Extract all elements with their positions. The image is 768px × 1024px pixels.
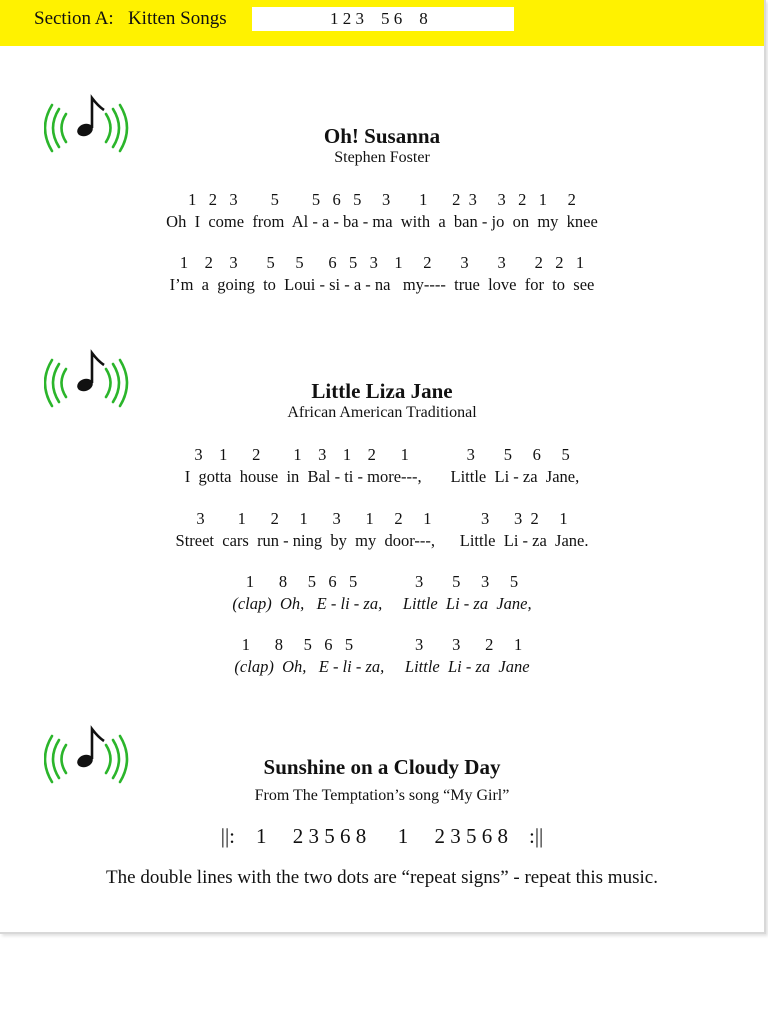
- note-numbers: 3 1 2 1 3 1 2 1 3 3 2 1: [196, 509, 568, 528]
- section-header: [0, 0, 764, 46]
- song-composer: Stephen Foster: [334, 149, 430, 166]
- lyric-line: I’m a going to Loui - si - a - na my---- true love for to see: [169, 275, 595, 294]
- lyric-line: I gotta house in Bal - ti - more---, Little Li - za Jane,: [184, 467, 580, 486]
- lyric-line-clap: (clap) Oh, E - li - za, Little Li - za Jane: [234, 657, 530, 676]
- song-origin: African American Traditional: [287, 404, 477, 421]
- note-numbers: 1 2 3 5 5 6 5 3 1 2 3 3 2 2 1: [179, 253, 585, 272]
- repeat-signs-explanation: The double lines with the two dots are “repeat signs” - repeat this music.: [106, 867, 658, 888]
- repeat-notes: ||: 1 2 3 5 6 8 1 2 3 5 6 8 :||: [220, 824, 544, 848]
- note-numbers: 1 2 3 5 5 6 5 3 1 2 3 3 2 1 2: [188, 190, 576, 209]
- song-title: Sunshine on a Cloudy Day: [263, 755, 501, 779]
- note-numbers: 1 8 5 6 5 3 5 3 5: [245, 572, 519, 591]
- lyric-line: Oh I come from Al - a - ba - ma with a ban - jo on my knee: [166, 212, 598, 231]
- section-title: Section A: Kitten Songs: [34, 8, 227, 29]
- song-title: Little Liza Jane: [311, 379, 453, 403]
- notes-box: [252, 7, 514, 31]
- lyric-line: Street cars run - ning by my door---, Little Li - za Jane.: [175, 531, 589, 550]
- note-numbers: 1 8 5 6 5 3 3 2 1: [241, 635, 523, 654]
- lyric-line-clap: (clap) Oh, E - li - za, Little Li - za Jane,: [232, 594, 532, 613]
- song-source: From The Temptation’s song “My Girl”: [254, 787, 510, 804]
- song-title: Oh! Susanna: [323, 124, 441, 148]
- notes-used: 1 2 3 5 6 8: [330, 9, 428, 28]
- note-numbers: 3 1 2 1 3 1 2 1 3 5 6 5: [194, 445, 570, 464]
